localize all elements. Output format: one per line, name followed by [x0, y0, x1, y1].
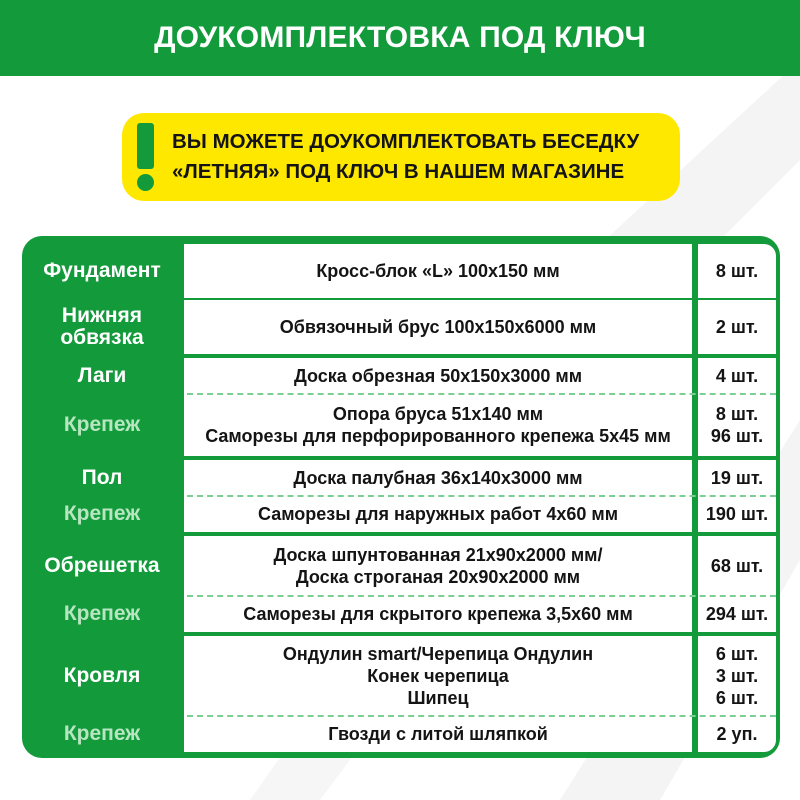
- item-qty: 4 шт.: [715, 366, 759, 386]
- item-name: Ондулин smart/Черепица Ондулин: [282, 644, 594, 664]
- item-name: Обвязочный брус 100х150х6000 мм: [279, 317, 597, 337]
- table-row-bottom-frame: [22, 300, 780, 354]
- table-row-floor-fasteners: [22, 496, 780, 532]
- table-row-floor: [22, 460, 780, 496]
- row-qty: [698, 596, 776, 632]
- row-qty: [698, 394, 776, 456]
- notice-banner: [122, 113, 680, 201]
- item-name: Опора бруса 51х140 мм: [332, 404, 544, 424]
- row-divider: [187, 495, 776, 497]
- row-label: Обрешетка: [44, 554, 160, 577]
- item-qty: 8 шт.: [715, 404, 759, 424]
- row-items: [184, 460, 692, 496]
- table-row-joist-fasteners: [22, 394, 780, 456]
- row-label: Крепеж: [63, 413, 141, 436]
- item-name: Кросс-блок «L» 100х150 мм: [316, 261, 560, 281]
- notice-line-2: «ЛЕТНЯЯ» ПОД КЛЮЧ В НАШЕМ МАГАЗИНЕ: [172, 160, 625, 183]
- item-name: Конек черепица: [367, 666, 509, 686]
- row-label: Кровля: [63, 664, 141, 687]
- row-label: Лаги: [77, 364, 127, 387]
- item-name: Доска строганая 20х90х2000 мм: [295, 567, 581, 587]
- item-qty: 190 шт.: [705, 504, 769, 524]
- page-title: ДОУКОМПЛЕКТОВКА ПОД КЛЮЧ: [154, 21, 646, 54]
- item-name: Шипец: [407, 688, 469, 708]
- item-qty: 294 шт.: [705, 604, 769, 624]
- row-divider: [187, 393, 776, 395]
- item-name: Доска обрезная 50х150х3000 мм: [293, 366, 583, 386]
- page-header: [0, 0, 800, 76]
- row-divider: [187, 595, 776, 597]
- item-qty: 6 шт.: [715, 644, 759, 664]
- row-items: [184, 536, 692, 596]
- item-name: Саморезы для скрытого крепежа 3,5х60 мм: [243, 604, 633, 624]
- table-row-lathing: [22, 536, 780, 596]
- table-row-roof-fasteners: [22, 716, 780, 752]
- row-items: [184, 636, 692, 716]
- row-label: Фундамент: [43, 259, 161, 282]
- item-name: Саморезы для перфорированного крепежа 5х45 мм: [205, 426, 671, 446]
- notice-text: [172, 127, 670, 187]
- row-label: Крепеж: [63, 502, 141, 525]
- item-name: Доска шпунтованная 21х90х2000 мм/: [273, 545, 603, 565]
- row-items: [184, 716, 692, 752]
- row-qty: [698, 716, 776, 752]
- row-label-line-2: обвязка: [60, 326, 144, 349]
- item-name: Гвозди с литой шляпкой: [328, 724, 548, 744]
- item-qty: 2 шт.: [715, 317, 759, 337]
- row-qty: [698, 244, 776, 298]
- kit-table: [22, 236, 780, 758]
- item-name: Доска палубная 36х140х3000 мм: [293, 468, 583, 488]
- row-items: [184, 596, 692, 632]
- exclamation-icon: [134, 121, 158, 193]
- notice-line-1: ВЫ МОЖЕТЕ ДОУКОМПЛЕКТОВАТЬ БЕСЕДКУ: [172, 130, 640, 153]
- row-items: [184, 300, 692, 354]
- row-label: Крепеж: [63, 722, 141, 745]
- item-qty: 68 шт.: [710, 556, 764, 576]
- row-label: [22, 300, 182, 354]
- row-qty: [698, 300, 776, 354]
- row-items: [184, 496, 692, 532]
- item-qty: 6 шт.: [715, 688, 759, 708]
- table-row-foundation: [22, 244, 780, 298]
- row-items: [184, 394, 692, 456]
- row-qty: [698, 460, 776, 496]
- item-qty: 96 шт.: [710, 426, 764, 446]
- row-qty: [698, 536, 776, 596]
- item-qty: 19 шт.: [710, 468, 764, 488]
- row-qty: [698, 358, 776, 394]
- row-label: Пол: [81, 466, 123, 489]
- table-row-lathing-fasteners: [22, 596, 780, 632]
- row-qty: [698, 636, 776, 716]
- row-divider: [187, 715, 776, 717]
- row-items: [184, 244, 692, 298]
- table-row-roof: [22, 636, 780, 716]
- item-qty: 3 шт.: [715, 666, 759, 686]
- row-label: Крепеж: [63, 602, 141, 625]
- item-qty: 2 уп.: [716, 724, 758, 744]
- row-qty: [698, 496, 776, 532]
- item-qty: 8 шт.: [715, 261, 759, 281]
- row-items: [184, 358, 692, 394]
- row-label-line-1: Нижняя: [61, 304, 143, 327]
- item-name: Саморезы для наружных работ 4х60 мм: [257, 504, 619, 524]
- table-row-joists: [22, 358, 780, 394]
